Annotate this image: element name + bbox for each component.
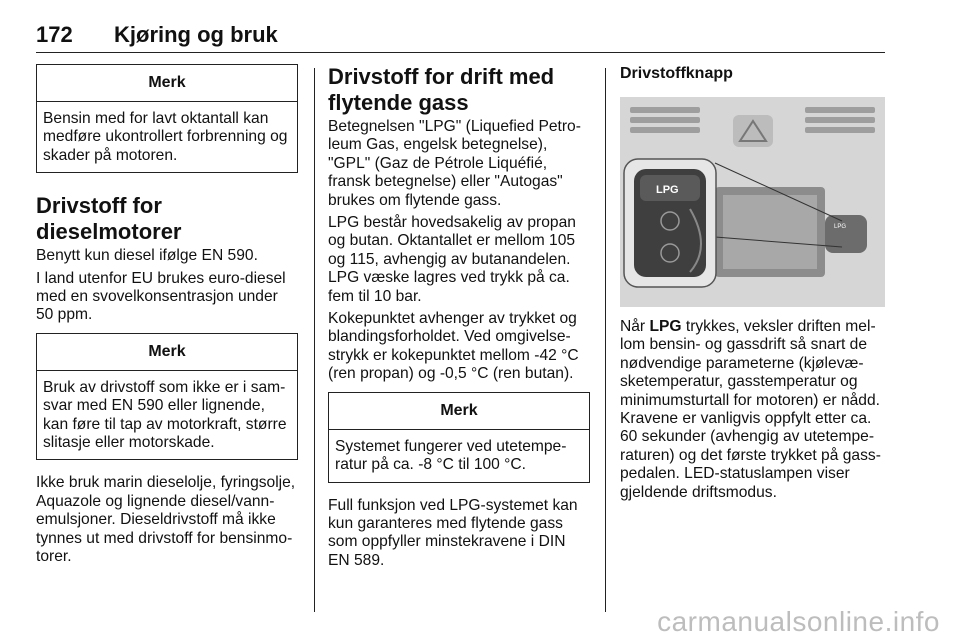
note-text: Bensin med for lavt oktantall kan medføre ukontrollert forbrenning og skader på motoren. bbox=[43, 110, 288, 164]
column-divider bbox=[605, 68, 606, 612]
column-divider bbox=[314, 68, 315, 612]
note-text: Bruk av drivstoff som ikke er i samsvar med EN 590 eller lignende, kan føre til tap av motorkraft, større slitasje eller motorskade. bbox=[43, 378, 287, 452]
note-title: Merk bbox=[37, 334, 297, 371]
note-text: Systemet fungerer ved utetemperatur på ca. -8 °C til 100 °C. bbox=[335, 437, 567, 474]
paragraph: Ikke bruk marin dieselolje, fyringsolje, Aquazole og lignende diesel/vannemulsjoner. Dieseldrivstoff må ikke tynnes ut med drivstoff for bensinmotorer. bbox=[36, 474, 296, 566]
note-box bbox=[36, 333, 298, 461]
paragraph: Benytt kun diesel ifølge EN 590. bbox=[36, 247, 258, 265]
dashboard-illustration bbox=[620, 97, 885, 307]
text-rest: trykkes, veksler driften mellom bensin- og gassdrift så snart de nødvendige parameterne (kjølevæsketemperatur, gasstemperatur og minimumsturtall for motoren) er nådd. Kravene er vanligvis oppfylt etter ca. 60 sekunder (avhengig av utetemperaturen) og det første trykket på gasspedalen. LED-statuslampen viser gjeldende driftsmodus. bbox=[620, 318, 881, 501]
paragraph: Kokepunktet avhenger av trykket og blandingsforholdet. Ved omgivelsestrykk er kokepunktet mellom -42 °C (ren propan) og -0,5 °C (ren butan). bbox=[328, 310, 579, 383]
left-column bbox=[36, 64, 298, 571]
section-heading: Drivstoff for dieselmotorer bbox=[36, 193, 182, 245]
note-box bbox=[36, 64, 298, 173]
watermark: carmanualsonline.info bbox=[657, 606, 940, 637]
paragraph: Full funksjon ved LPG-systemet kan kun garanteres med flytende gass som oppfyller minstekravene i DIN EN 589. bbox=[328, 496, 578, 569]
paragraph: Betegnelsen "LPG" (Liquefied Petroleum Gas, engelsk betegnelse), "GPL" (Gaz de Pétrole Liquéfié, fransk betegnelse) eller "Autogas" brukes om flytende gass. bbox=[328, 118, 581, 209]
chapter-title: Kjøring og bruk bbox=[114, 22, 278, 47]
paragraph: I land utenfor EU brukes euro-diesel med en svovelkonsentrasjon under 50 ppm. bbox=[36, 269, 286, 324]
note-title: Merk bbox=[37, 65, 297, 102]
note-box bbox=[328, 392, 590, 483]
page-header bbox=[36, 20, 885, 53]
lpg-button-photo bbox=[620, 97, 885, 307]
middle-column bbox=[328, 64, 590, 574]
right-column bbox=[620, 64, 885, 84]
paragraph: LPG består hovedsakelig av propan og butan. Oktantallet er mellom 105 og 115, avhengig av butanandelen. LPG væske lagres ved trykk på ca. fem til 10 bar. bbox=[328, 214, 576, 305]
right-column-text bbox=[620, 318, 885, 506]
lpg-keyword: LPG bbox=[649, 318, 682, 335]
lpg-button-label: LPG bbox=[656, 184, 679, 196]
section-heading: Drivstoffknapp bbox=[620, 65, 733, 82]
small-lpg-label: LPG bbox=[834, 224, 847, 230]
section-heading: Drivstoff for drift med flytende gass bbox=[328, 64, 555, 115]
paragraph bbox=[620, 318, 885, 502]
page-number: 172 bbox=[36, 22, 73, 47]
text-prefix: Når bbox=[620, 318, 650, 335]
note-title: Merk bbox=[329, 393, 589, 430]
